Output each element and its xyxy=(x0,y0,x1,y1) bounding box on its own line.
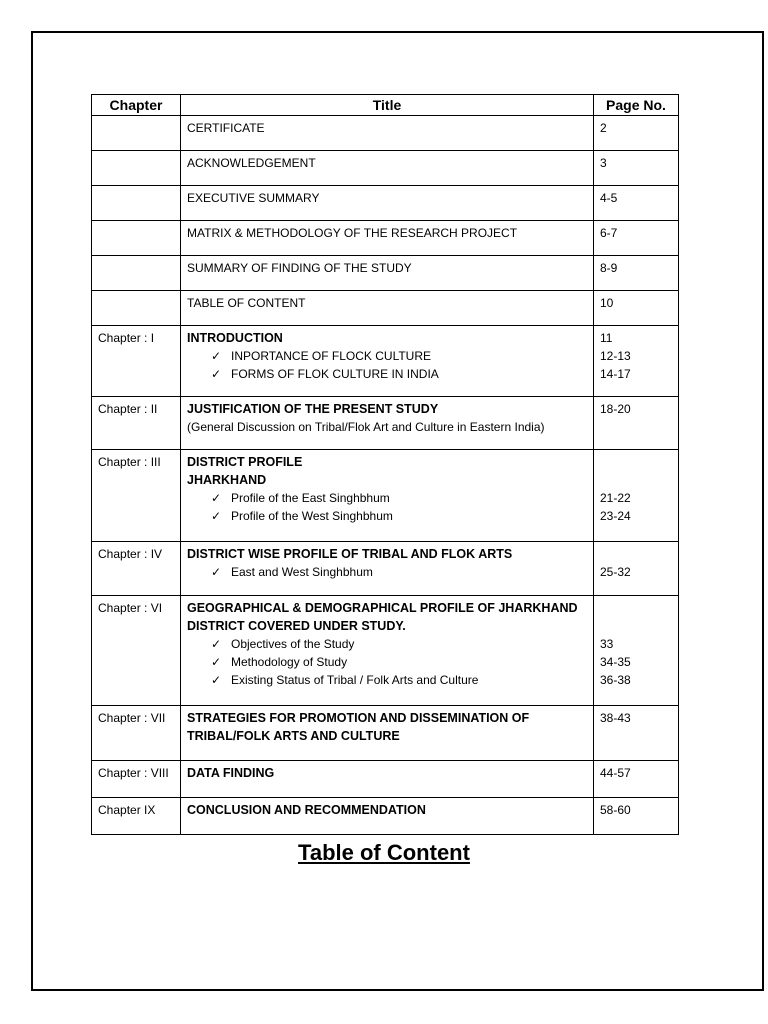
sub-entry-text: Profile of the West Singhbhum xyxy=(231,509,393,523)
sub-page-number: 23-24 xyxy=(600,509,631,523)
sub-page-number: 12-13 xyxy=(600,349,631,363)
sub-entry-text: Existing Status of Tribal / Folk Arts and Culture xyxy=(231,673,479,687)
entry-title-line2: DISTRICT COVERED UNDER STUDY. xyxy=(187,619,406,633)
sub-entry xyxy=(187,365,587,383)
page-cell xyxy=(594,798,679,835)
page-cell xyxy=(594,256,679,291)
entry-title: CERTIFICATE xyxy=(187,121,265,135)
title-cell xyxy=(181,596,594,706)
chapter-cell xyxy=(92,186,181,221)
page-cell xyxy=(594,326,679,397)
page-cell xyxy=(594,596,679,706)
entry-title: JUSTIFICATION OF THE PRESENT STUDY xyxy=(187,402,439,416)
page-cell xyxy=(594,450,679,542)
page-number xyxy=(600,599,672,617)
sub-entry-text: Methodology of Study xyxy=(231,655,348,669)
title-cell xyxy=(181,221,594,256)
page-cell xyxy=(594,397,679,450)
chapter-cell xyxy=(92,291,181,326)
table-row xyxy=(92,761,679,798)
title-cell xyxy=(181,116,594,151)
table-row xyxy=(92,256,679,291)
table-row xyxy=(92,798,679,835)
checkmark-icon: ✓ xyxy=(211,673,222,687)
entry-title-line2: JHARKHAND xyxy=(187,473,267,487)
page-number: 58-60 xyxy=(600,803,631,817)
chapter-cell xyxy=(92,221,181,256)
checkmark-icon: ✓ xyxy=(211,637,222,651)
checkmark-icon: ✓ xyxy=(211,655,222,669)
entry-title: TABLE OF CONTENT xyxy=(187,296,306,310)
table-row xyxy=(92,542,679,596)
table-row xyxy=(92,450,679,542)
table-row xyxy=(92,596,679,706)
document-caption: Table of Content xyxy=(298,840,470,865)
title-cell xyxy=(181,761,594,798)
title-cell xyxy=(181,706,594,761)
table-header-row xyxy=(92,95,679,116)
sub-entry xyxy=(187,563,587,581)
sub-entry xyxy=(187,489,587,507)
sub-page-number: 36-38 xyxy=(600,673,631,687)
entry-title: INTRODUCTION xyxy=(187,331,283,345)
title-cell xyxy=(181,450,594,542)
sub-entry-text: Profile of the East Singhbhum xyxy=(231,491,390,505)
entry-title: CONCLUSION AND RECOMMENDATION xyxy=(187,803,426,817)
table-row xyxy=(92,326,679,397)
title-cell xyxy=(181,151,594,186)
entry-title: DISTRICT WISE PROFILE OF TRIBAL AND FLOK ARTS xyxy=(187,547,513,561)
page-cell xyxy=(594,221,679,256)
sub-entry xyxy=(187,653,587,671)
title-cell xyxy=(181,326,594,397)
sub-entry-text: FORMS OF FLOK CULTURE IN INDIA xyxy=(231,367,439,381)
sub-page-number: 14-17 xyxy=(600,367,631,381)
chapter-cell: Chapter : III xyxy=(92,450,181,542)
checkmark-icon: ✓ xyxy=(211,349,222,363)
page-number: 3 xyxy=(600,156,607,170)
table-row xyxy=(92,116,679,151)
entry-title: ACKNOWLEDGEMENT xyxy=(187,156,316,170)
header-page: Page No. xyxy=(594,95,679,116)
sub-entry-text: East and West Singhbhum xyxy=(231,565,373,579)
sub-entry-text: Objectives of the Study xyxy=(231,637,355,651)
page-number: 38-43 xyxy=(600,711,631,725)
chapter-cell: Chapter : VIII xyxy=(92,761,181,798)
entry-note: (General Discussion on Tribal/Flok Art and Culture in Eastern India) xyxy=(187,420,545,434)
chapter-cell: Chapter : II xyxy=(92,397,181,450)
page-cell xyxy=(594,151,679,186)
sub-entry xyxy=(187,635,587,653)
title-cell xyxy=(181,186,594,221)
entry-title: DATA FINDING xyxy=(187,766,275,780)
page-number: 4-5 xyxy=(600,191,618,205)
table-row xyxy=(92,186,679,221)
sub-entry xyxy=(187,507,587,525)
page-number: 11 xyxy=(600,331,613,345)
chapter-cell xyxy=(92,256,181,291)
chapter-cell: Chapter : VII xyxy=(92,706,181,761)
checkmark-icon: ✓ xyxy=(211,565,222,579)
table-of-contents xyxy=(91,94,679,835)
chapter-cell: Chapter : VI xyxy=(92,596,181,706)
page-number xyxy=(600,453,672,471)
table-row xyxy=(92,706,679,761)
page-cell xyxy=(594,761,679,798)
entry-title: GEOGRAPHICAL & DEMOGRAPHICAL PROFILE OF JHARKHAND xyxy=(187,601,578,615)
entry-title: MATRIX & METHODOLOGY OF THE RESEARCH PROJECT xyxy=(187,226,518,240)
entry-title: DISTRICT PROFILE xyxy=(187,455,303,469)
checkmark-icon: ✓ xyxy=(211,509,222,523)
title-cell xyxy=(181,397,594,450)
sub-entry-text: INPORTANCE OF FLOCK CULTURE xyxy=(231,349,432,363)
page-cell xyxy=(594,291,679,326)
page-cell xyxy=(594,186,679,221)
table-row xyxy=(92,397,679,450)
page-number: 6-7 xyxy=(600,226,618,240)
table-row xyxy=(92,151,679,186)
entry-title: SUMMARY OF FINDING OF THE STUDY xyxy=(187,261,412,275)
page-number: 8-9 xyxy=(600,261,618,275)
title-cell xyxy=(181,291,594,326)
title-cell xyxy=(181,798,594,835)
sub-entry xyxy=(187,671,587,689)
chapter-cell xyxy=(92,151,181,186)
chapter-cell: Chapter : I xyxy=(92,326,181,397)
page-number: 10 xyxy=(600,296,614,310)
entry-title: EXECUTIVE SUMMARY xyxy=(187,191,320,205)
checkmark-icon: ✓ xyxy=(211,491,222,505)
title-cell xyxy=(181,542,594,596)
entry-title-line2: TRIBAL/FOLK ARTS AND CULTURE xyxy=(187,729,400,743)
page-number: 44-57 xyxy=(600,766,631,780)
entry-title: STRATEGIES FOR PROMOTION AND DISSEMINATION OF xyxy=(187,711,530,725)
table-row xyxy=(92,221,679,256)
sub-page-number: 34-35 xyxy=(600,655,631,669)
table-row xyxy=(92,291,679,326)
chapter-cell xyxy=(92,116,181,151)
header-title: Title xyxy=(181,95,594,116)
sub-page-number: 25-32 xyxy=(600,565,631,579)
page-number: 2 xyxy=(600,121,607,135)
page-number xyxy=(600,545,672,563)
chapter-cell: Chapter IX xyxy=(92,798,181,835)
chapter-cell: Chapter : IV xyxy=(92,542,181,596)
checkmark-icon: ✓ xyxy=(211,367,222,381)
page-number: 18-20 xyxy=(600,402,631,416)
sub-page-number: 21-22 xyxy=(600,491,631,505)
header-chapter: Chapter xyxy=(92,95,181,116)
sub-entry xyxy=(187,347,587,365)
page-cell xyxy=(594,706,679,761)
sub-page-number: 33 xyxy=(600,637,614,651)
title-cell xyxy=(181,256,594,291)
page-cell xyxy=(594,542,679,596)
page-cell xyxy=(594,116,679,151)
